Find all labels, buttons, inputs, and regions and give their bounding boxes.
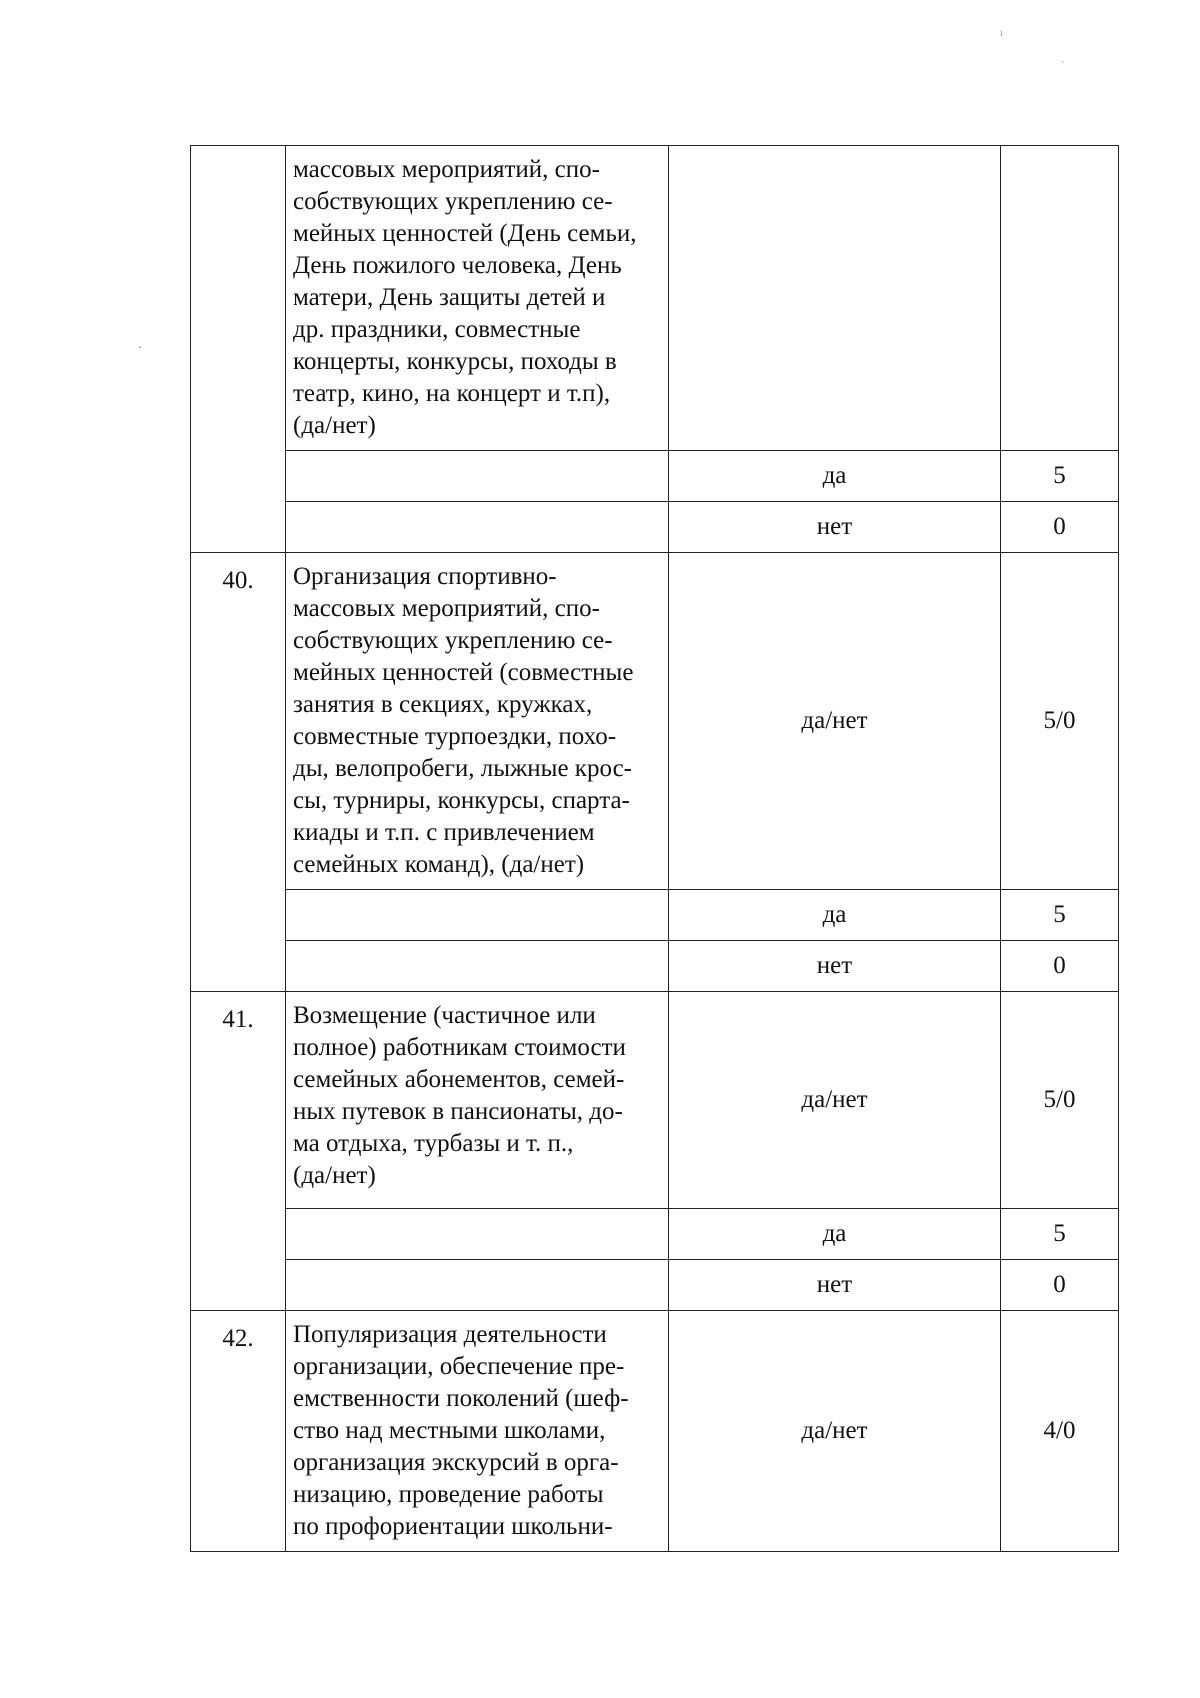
- option-row: [191, 1209, 1119, 1260]
- item-answer: [669, 146, 1001, 451]
- criteria-row: [191, 1311, 1119, 1552]
- option-label: да: [669, 890, 1001, 941]
- item-description: массовых мероприятий, спо- собствующих укреплению се- мейных ценностей (День семьи, День пожилого человека, День матери, День защиты детей и др. праздники, совместные концерты, конкурсы, походы в театр, кино, на концерт и т.п), (да/нет): [286, 146, 669, 451]
- item-score: 4/0: [1001, 1311, 1119, 1552]
- option-row: [191, 1260, 1119, 1311]
- option-label: нет: [669, 502, 1001, 553]
- item-answer: да/нет: [669, 553, 1001, 890]
- option-row: [191, 502, 1119, 553]
- item-description: Популяризация деятельности организации, обеспечение пре- емственности поколений (шеф- ство над местными школами, организация экскурсий в орга- низацию, проведение работы по профориентации школьни-: [286, 1311, 669, 1552]
- option-score: 5: [1001, 451, 1119, 502]
- item-score: [1001, 146, 1119, 451]
- item-number: 41.: [191, 992, 286, 1311]
- item-number: 42.: [191, 1311, 286, 1552]
- item-number: [191, 146, 286, 553]
- criteria-table: [190, 145, 1119, 1552]
- option-row: [191, 941, 1119, 992]
- scan-speck: ': [1062, 60, 1064, 71]
- criteria-row: [191, 146, 1119, 451]
- scan-speck: ı: [1000, 28, 1003, 39]
- option-label: да: [669, 1209, 1001, 1260]
- item-score: 5/0: [1001, 992, 1119, 1209]
- item-answer: да/нет: [669, 992, 1001, 1209]
- item-answer: да/нет: [669, 1311, 1001, 1552]
- item-number: 40.: [191, 553, 286, 992]
- option-label: нет: [669, 941, 1001, 992]
- criteria-row: [191, 553, 1119, 890]
- option-score: 5: [1001, 890, 1119, 941]
- criteria-row: [191, 992, 1119, 1209]
- option-score: 0: [1001, 941, 1119, 992]
- option-score: 0: [1001, 502, 1119, 553]
- option-label: да: [669, 451, 1001, 502]
- option-score: 5: [1001, 1209, 1119, 1260]
- option-row: [191, 890, 1119, 941]
- scan-speck: ·: [138, 340, 142, 354]
- item-description: Возмещение (частичное или полное) работникам стоимости семейных абонементов, семей- ных путевок в пансионаты, до- ма отдыха, турбазы и т. п., (да/нет): [286, 992, 669, 1209]
- option-row: [191, 451, 1119, 502]
- item-score: 5/0: [1001, 553, 1119, 890]
- item-description: Организация спортивно- массовых мероприятий, спо- собствующих укреплению се- мейных ценностей (совместные занятия в секциях, кружках, совместные турпоездки, похо- ды, велопробеги, лыжные крос- сы, турниры, конкурсы, спарта- киады и т.п. с привлечением семейных команд), (да/нет): [286, 553, 669, 890]
- option-score: 0: [1001, 1260, 1119, 1311]
- option-label: нет: [669, 1260, 1001, 1311]
